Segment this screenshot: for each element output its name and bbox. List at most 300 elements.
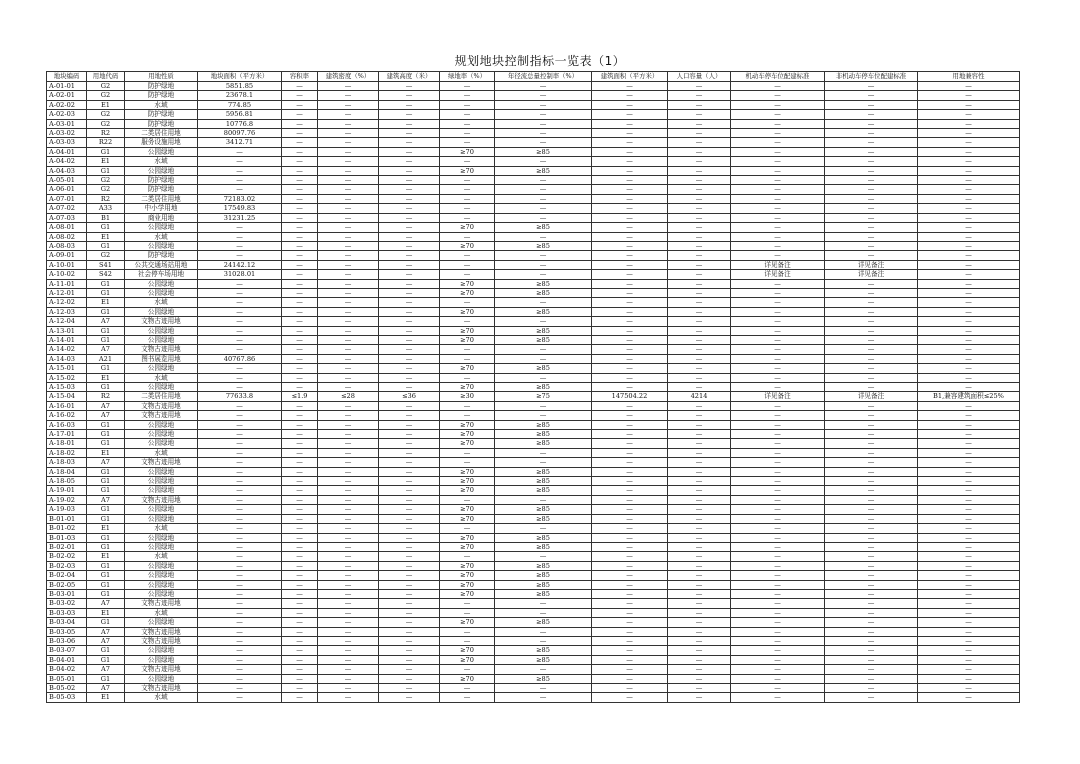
- cell-col-population: —: [668, 138, 731, 147]
- cell-col-land-use: 公园绿地: [125, 580, 198, 589]
- cell-col-land-code: A7: [87, 495, 125, 504]
- cell-col-green-rate: ≥70: [440, 383, 495, 392]
- cell-col-land-use: 公园绿地: [125, 655, 198, 664]
- cell-col-floor-area: —: [592, 533, 668, 542]
- cell-col-green-rate: —: [440, 401, 495, 410]
- cell-col-far: —: [282, 213, 318, 222]
- cell-col-runoff: ≥85: [495, 505, 592, 514]
- cell-col-runoff: ≥85: [495, 383, 592, 392]
- cell-col-land-code: G1: [87, 307, 125, 316]
- cell-col-car-parking: —: [731, 542, 825, 551]
- cell-col-floor-area: —: [592, 448, 668, 457]
- page-title: 规划地块控制指标一览表（1）: [454, 54, 626, 68]
- cell-col-runoff: ≥85: [495, 241, 592, 250]
- cell-col-parcel-code: A-03-01: [47, 119, 87, 128]
- table-row: [47, 411, 1020, 420]
- cell-col-compatibility: —: [918, 571, 1020, 580]
- cell-col-area: —: [198, 486, 282, 495]
- cell-col-car-parking: —: [731, 674, 825, 683]
- cell-col-land-use: 公园绿地: [125, 514, 198, 523]
- cell-col-parcel-code: A-16-03: [47, 420, 87, 429]
- cell-col-car-parking: —: [731, 561, 825, 570]
- cell-col-height: —: [379, 486, 440, 495]
- cell-col-population: —: [668, 129, 731, 138]
- cell-col-car-parking: —: [731, 335, 825, 344]
- cell-col-car-parking: —: [731, 383, 825, 392]
- cell-col-population: —: [668, 110, 731, 119]
- cell-col-population: —: [668, 636, 731, 645]
- cell-col-height: —: [379, 458, 440, 467]
- cell-col-population: —: [668, 100, 731, 109]
- cell-col-land-use: 防护绿地: [125, 119, 198, 128]
- cell-col-height: —: [379, 223, 440, 232]
- cell-col-far: —: [282, 599, 318, 608]
- cell-col-runoff: —: [495, 82, 592, 91]
- cell-col-land-code: A7: [87, 458, 125, 467]
- cell-col-far: ≤1.9: [282, 392, 318, 401]
- cell-col-density: —: [318, 364, 379, 373]
- table-row: [47, 335, 1020, 344]
- cell-col-parcel-code: B-02-05: [47, 580, 87, 589]
- cell-col-floor-area: —: [592, 495, 668, 504]
- cell-col-area: —: [198, 430, 282, 439]
- cell-col-car-parking: —: [731, 571, 825, 580]
- cell-col-land-use: 公园绿地: [125, 646, 198, 655]
- cell-col-far: —: [282, 279, 318, 288]
- cell-col-green-rate: —: [440, 636, 495, 645]
- cell-col-floor-area: —: [592, 561, 668, 570]
- cell-col-land-use: 社会停车场用地: [125, 270, 198, 279]
- cell-col-land-code: S42: [87, 270, 125, 279]
- cell-col-land-use: 水域: [125, 608, 198, 617]
- cell-col-parcel-code: B-01-03: [47, 533, 87, 542]
- cell-col-car-parking: —: [731, 345, 825, 354]
- cell-col-car-parking: —: [731, 354, 825, 363]
- cell-col-runoff: —: [495, 119, 592, 128]
- cell-col-runoff: —: [495, 693, 592, 702]
- cell-col-land-use: 文物古迹用地: [125, 317, 198, 326]
- cell-col-runoff: ≥85: [495, 477, 592, 486]
- cell-col-height: —: [379, 627, 440, 636]
- cell-col-car-parking: —: [731, 505, 825, 514]
- cell-col-parcel-code: B-04-01: [47, 655, 87, 664]
- cell-col-far: —: [282, 288, 318, 297]
- cell-col-land-code: G1: [87, 514, 125, 523]
- cell-col-density: —: [318, 495, 379, 504]
- cell-col-far: —: [282, 561, 318, 570]
- cell-col-compatibility: —: [918, 618, 1020, 627]
- cell-col-green-rate: ≥70: [440, 467, 495, 476]
- cell-col-density: —: [318, 571, 379, 580]
- cell-col-parcel-code: A-12-03: [47, 307, 87, 316]
- cell-col-population: —: [668, 354, 731, 363]
- cell-col-land-code: E1: [87, 608, 125, 617]
- table-row: [47, 542, 1020, 551]
- cell-col-compatibility: —: [918, 477, 1020, 486]
- table-row: [47, 317, 1020, 326]
- cell-col-compatibility: —: [918, 646, 1020, 655]
- cell-col-green-rate: —: [440, 665, 495, 674]
- table-row: [47, 232, 1020, 241]
- cell-col-bike-parking: —: [825, 636, 918, 645]
- cell-col-far: —: [282, 241, 318, 250]
- cell-col-height: —: [379, 608, 440, 617]
- cell-col-green-rate: ≥70: [440, 533, 495, 542]
- cell-col-area: —: [198, 411, 282, 420]
- cell-col-density: —: [318, 420, 379, 429]
- cell-col-car-parking: —: [731, 580, 825, 589]
- cell-col-green-rate: —: [440, 317, 495, 326]
- cell-col-runoff: —: [495, 317, 592, 326]
- cell-col-runoff: ≥85: [495, 307, 592, 316]
- cell-col-runoff: —: [495, 495, 592, 504]
- cell-col-green-rate: —: [440, 627, 495, 636]
- cell-col-land-use: 水域: [125, 100, 198, 109]
- cell-col-height: —: [379, 420, 440, 429]
- cell-col-land-use: 二类居住用地: [125, 392, 198, 401]
- cell-col-bike-parking: —: [825, 684, 918, 693]
- cell-col-floor-area: —: [592, 589, 668, 598]
- cell-col-land-code: G1: [87, 439, 125, 448]
- cell-col-land-code: G2: [87, 91, 125, 100]
- cell-col-height: —: [379, 524, 440, 533]
- cell-col-compatibility: —: [918, 533, 1020, 542]
- cell-col-land-code: G1: [87, 533, 125, 542]
- cell-col-runoff: —: [495, 213, 592, 222]
- cell-col-population: —: [668, 204, 731, 213]
- cell-col-green-rate: ≥70: [440, 430, 495, 439]
- cell-col-far: —: [282, 129, 318, 138]
- cell-col-height: —: [379, 91, 440, 100]
- cell-col-parcel-code: B-03-01: [47, 589, 87, 598]
- cell-col-land-use: 公园绿地: [125, 241, 198, 250]
- cell-col-density: —: [318, 486, 379, 495]
- cell-col-height: —: [379, 373, 440, 382]
- cell-col-floor-area: —: [592, 288, 668, 297]
- cell-col-floor-area: —: [592, 241, 668, 250]
- cell-col-car-parking: —: [731, 91, 825, 100]
- cell-col-compatibility: —: [918, 514, 1020, 523]
- cell-col-green-rate: —: [440, 204, 495, 213]
- cell-col-density: —: [318, 270, 379, 279]
- cell-col-bike-parking: —: [825, 599, 918, 608]
- cell-col-far: —: [282, 354, 318, 363]
- cell-col-population: —: [668, 260, 731, 269]
- table-row: [47, 486, 1020, 495]
- cell-col-compatibility: —: [918, 345, 1020, 354]
- cell-col-area: —: [198, 599, 282, 608]
- cell-col-floor-area: —: [592, 655, 668, 664]
- table-row: [47, 693, 1020, 702]
- cell-col-car-parking: —: [731, 693, 825, 702]
- cell-col-far: —: [282, 430, 318, 439]
- cell-col-green-rate: —: [440, 100, 495, 109]
- cell-col-height: —: [379, 411, 440, 420]
- table-row: [47, 288, 1020, 297]
- cell-col-far: —: [282, 185, 318, 194]
- cell-col-bike-parking: —: [825, 505, 918, 514]
- cell-col-car-parking: —: [731, 223, 825, 232]
- cell-col-car-parking: —: [731, 279, 825, 288]
- cell-col-compatibility: —: [918, 110, 1020, 119]
- table-row: [47, 260, 1020, 269]
- cell-col-green-rate: ≥70: [440, 439, 495, 448]
- table-row: [47, 420, 1020, 429]
- cell-col-far: —: [282, 223, 318, 232]
- table-row: [47, 119, 1020, 128]
- cell-col-green-rate: ≥70: [440, 561, 495, 570]
- cell-col-density: —: [318, 467, 379, 476]
- cell-col-compatibility: —: [918, 608, 1020, 617]
- cell-col-height: —: [379, 477, 440, 486]
- cell-col-green-rate: ≥70: [440, 505, 495, 514]
- cell-col-green-rate: ≥70: [440, 241, 495, 250]
- cell-col-far: —: [282, 335, 318, 344]
- cell-col-height: —: [379, 279, 440, 288]
- cell-col-green-rate: —: [440, 495, 495, 504]
- cell-col-car-parking: —: [731, 655, 825, 664]
- cell-col-land-use: 公园绿地: [125, 561, 198, 570]
- cell-col-green-rate: —: [440, 270, 495, 279]
- cell-col-bike-parking: —: [825, 411, 918, 420]
- header-col-bike-parking: 非机动车停车位配建标准: [825, 72, 918, 82]
- cell-col-runoff: —: [495, 636, 592, 645]
- cell-col-runoff: ≥85: [495, 646, 592, 655]
- cell-col-height: —: [379, 505, 440, 514]
- cell-col-land-code: R2: [87, 392, 125, 401]
- cell-col-runoff: ≥85: [495, 288, 592, 297]
- cell-col-green-rate: —: [440, 684, 495, 693]
- cell-col-green-rate: ≥70: [440, 279, 495, 288]
- cell-col-density: —: [318, 674, 379, 683]
- cell-col-parcel-code: B-03-02: [47, 599, 87, 608]
- cell-col-land-use: 水域: [125, 298, 198, 307]
- cell-col-far: —: [282, 232, 318, 241]
- cell-col-land-use: 服务设施用地: [125, 138, 198, 147]
- cell-col-car-parking: —: [731, 364, 825, 373]
- cell-col-car-parking: —: [731, 129, 825, 138]
- cell-col-population: —: [668, 655, 731, 664]
- table-row: [47, 194, 1020, 203]
- cell-col-land-code: G1: [87, 241, 125, 250]
- cell-col-floor-area: —: [592, 674, 668, 683]
- cell-col-parcel-code: B-03-05: [47, 627, 87, 636]
- table-row: [47, 505, 1020, 514]
- cell-col-compatibility: —: [918, 270, 1020, 279]
- header-col-land-use: 用地性质: [125, 72, 198, 82]
- cell-col-land-code: E1: [87, 157, 125, 166]
- cell-col-land-code: G2: [87, 176, 125, 185]
- cell-col-runoff: ≥85: [495, 223, 592, 232]
- cell-col-land-use: 防护绿地: [125, 91, 198, 100]
- table-row: [47, 477, 1020, 486]
- cell-col-bike-parking: —: [825, 364, 918, 373]
- cell-col-compatibility: —: [918, 241, 1020, 250]
- cell-col-parcel-code: A-14-03: [47, 354, 87, 363]
- cell-col-height: —: [379, 552, 440, 561]
- cell-col-area: —: [198, 458, 282, 467]
- cell-col-bike-parking: —: [825, 486, 918, 495]
- cell-col-land-code: G1: [87, 571, 125, 580]
- cell-col-compatibility: —: [918, 430, 1020, 439]
- cell-col-land-use: 文物古迹用地: [125, 665, 198, 674]
- cell-col-far: —: [282, 608, 318, 617]
- table-row: [47, 110, 1020, 119]
- cell-col-parcel-code: A-11-01: [47, 279, 87, 288]
- cell-col-area: —: [198, 495, 282, 504]
- cell-col-bike-parking: —: [825, 100, 918, 109]
- cell-col-population: 4214: [668, 392, 731, 401]
- cell-col-compatibility: —: [918, 213, 1020, 222]
- cell-col-bike-parking: —: [825, 223, 918, 232]
- cell-col-parcel-code: B-03-04: [47, 618, 87, 627]
- header-row: [47, 72, 1020, 82]
- cell-col-car-parking: —: [731, 110, 825, 119]
- cell-col-land-code: G1: [87, 467, 125, 476]
- table-row: [47, 223, 1020, 232]
- cell-col-land-code: G1: [87, 542, 125, 551]
- cell-col-land-use: 公园绿地: [125, 288, 198, 297]
- cell-col-area: —: [198, 383, 282, 392]
- cell-col-land-use: 公园绿地: [125, 383, 198, 392]
- cell-col-floor-area: —: [592, 307, 668, 316]
- cell-col-parcel-code: A-09-01: [47, 251, 87, 260]
- cell-col-population: —: [668, 270, 731, 279]
- cell-col-floor-area: —: [592, 373, 668, 382]
- cell-col-bike-parking: —: [825, 176, 918, 185]
- cell-col-compatibility: —: [918, 467, 1020, 476]
- cell-col-runoff: ≥85: [495, 147, 592, 156]
- cell-col-compatibility: —: [918, 693, 1020, 702]
- cell-col-population: —: [668, 448, 731, 457]
- cell-col-bike-parking: —: [825, 213, 918, 222]
- table-row: [47, 279, 1020, 288]
- header-col-floor-area: 建筑面积（平方米）: [592, 72, 668, 82]
- cell-col-compatibility: —: [918, 260, 1020, 269]
- cell-col-green-rate: ≥70: [440, 288, 495, 297]
- cell-col-bike-parking: —: [825, 627, 918, 636]
- cell-col-area: —: [198, 307, 282, 316]
- cell-col-height: —: [379, 636, 440, 645]
- header-col-density: 建筑密度（%）: [318, 72, 379, 82]
- cell-col-area: —: [198, 674, 282, 683]
- cell-col-floor-area: —: [592, 467, 668, 476]
- cell-col-car-parking: —: [731, 524, 825, 533]
- cell-col-land-use: 公园绿地: [125, 420, 198, 429]
- cell-col-far: —: [282, 166, 318, 175]
- cell-col-land-code: G1: [87, 166, 125, 175]
- cell-col-car-parking: —: [731, 317, 825, 326]
- cell-col-land-use: 公园绿地: [125, 486, 198, 495]
- cell-col-car-parking: —: [731, 373, 825, 382]
- cell-col-area: —: [198, 514, 282, 523]
- cell-col-bike-parking: —: [825, 467, 918, 476]
- table-row: [47, 185, 1020, 194]
- cell-col-land-code: S41: [87, 260, 125, 269]
- cell-col-car-parking: —: [731, 82, 825, 91]
- cell-col-floor-area: —: [592, 317, 668, 326]
- cell-col-floor-area: —: [592, 251, 668, 260]
- cell-col-parcel-code: A-03-02: [47, 129, 87, 138]
- cell-col-population: —: [668, 458, 731, 467]
- cell-col-compatibility: —: [918, 411, 1020, 420]
- cell-col-parcel-code: B-05-01: [47, 674, 87, 683]
- cell-col-far: —: [282, 176, 318, 185]
- cell-col-bike-parking: —: [825, 608, 918, 617]
- cell-col-floor-area: —: [592, 91, 668, 100]
- cell-col-area: —: [198, 420, 282, 429]
- cell-col-parcel-code: A-02-03: [47, 110, 87, 119]
- cell-col-parcel-code: B-02-02: [47, 552, 87, 561]
- cell-col-far: —: [282, 646, 318, 655]
- cell-col-land-use: 水域: [125, 157, 198, 166]
- cell-col-far: —: [282, 364, 318, 373]
- cell-col-land-code: E1: [87, 373, 125, 382]
- cell-col-density: —: [318, 138, 379, 147]
- cell-col-car-parking: —: [731, 100, 825, 109]
- cell-col-green-rate: ≥70: [440, 326, 495, 335]
- cell-col-land-code: A7: [87, 599, 125, 608]
- cell-col-population: —: [668, 589, 731, 598]
- cell-col-floor-area: —: [592, 618, 668, 627]
- cell-col-compatibility: —: [918, 129, 1020, 138]
- cell-col-land-use: 二类居住用地: [125, 129, 198, 138]
- cell-col-runoff: ≥85: [495, 430, 592, 439]
- cell-col-population: —: [668, 251, 731, 260]
- cell-col-runoff: —: [495, 684, 592, 693]
- cell-col-population: —: [668, 627, 731, 636]
- cell-col-land-use: 二类居住用地: [125, 194, 198, 203]
- cell-col-car-parking: —: [731, 420, 825, 429]
- cell-col-runoff: —: [495, 270, 592, 279]
- cell-col-density: —: [318, 627, 379, 636]
- table-row: [47, 655, 1020, 664]
- cell-col-parcel-code: B-05-03: [47, 693, 87, 702]
- cell-col-compatibility: —: [918, 599, 1020, 608]
- cell-col-land-use: 公园绿地: [125, 430, 198, 439]
- cell-col-population: —: [668, 674, 731, 683]
- cell-col-population: —: [668, 232, 731, 241]
- cell-col-car-parking: —: [731, 439, 825, 448]
- table-row: [47, 176, 1020, 185]
- cell-col-runoff: —: [495, 185, 592, 194]
- cell-col-height: —: [379, 176, 440, 185]
- cell-col-green-rate: —: [440, 213, 495, 222]
- cell-col-population: —: [668, 364, 731, 373]
- cell-col-land-use: 文物古迹用地: [125, 627, 198, 636]
- cell-col-land-code: G1: [87, 383, 125, 392]
- cell-col-floor-area: —: [592, 477, 668, 486]
- cell-col-land-code: R2: [87, 129, 125, 138]
- cell-col-parcel-code: A-15-03: [47, 383, 87, 392]
- cell-col-population: —: [668, 608, 731, 617]
- cell-col-population: —: [668, 166, 731, 175]
- cell-col-land-code: E1: [87, 524, 125, 533]
- cell-col-density: —: [318, 505, 379, 514]
- cell-col-density: —: [318, 477, 379, 486]
- cell-col-runoff: —: [495, 138, 592, 147]
- cell-col-density: —: [318, 345, 379, 354]
- cell-col-land-code: A7: [87, 627, 125, 636]
- cell-col-land-code: A7: [87, 345, 125, 354]
- cell-col-population: —: [668, 533, 731, 542]
- cell-col-parcel-code: A-07-03: [47, 213, 87, 222]
- cell-col-population: —: [668, 411, 731, 420]
- cell-col-car-parking: 详见备注: [731, 392, 825, 401]
- cell-col-population: —: [668, 580, 731, 589]
- cell-col-compatibility: —: [918, 655, 1020, 664]
- cell-col-area: —: [198, 467, 282, 476]
